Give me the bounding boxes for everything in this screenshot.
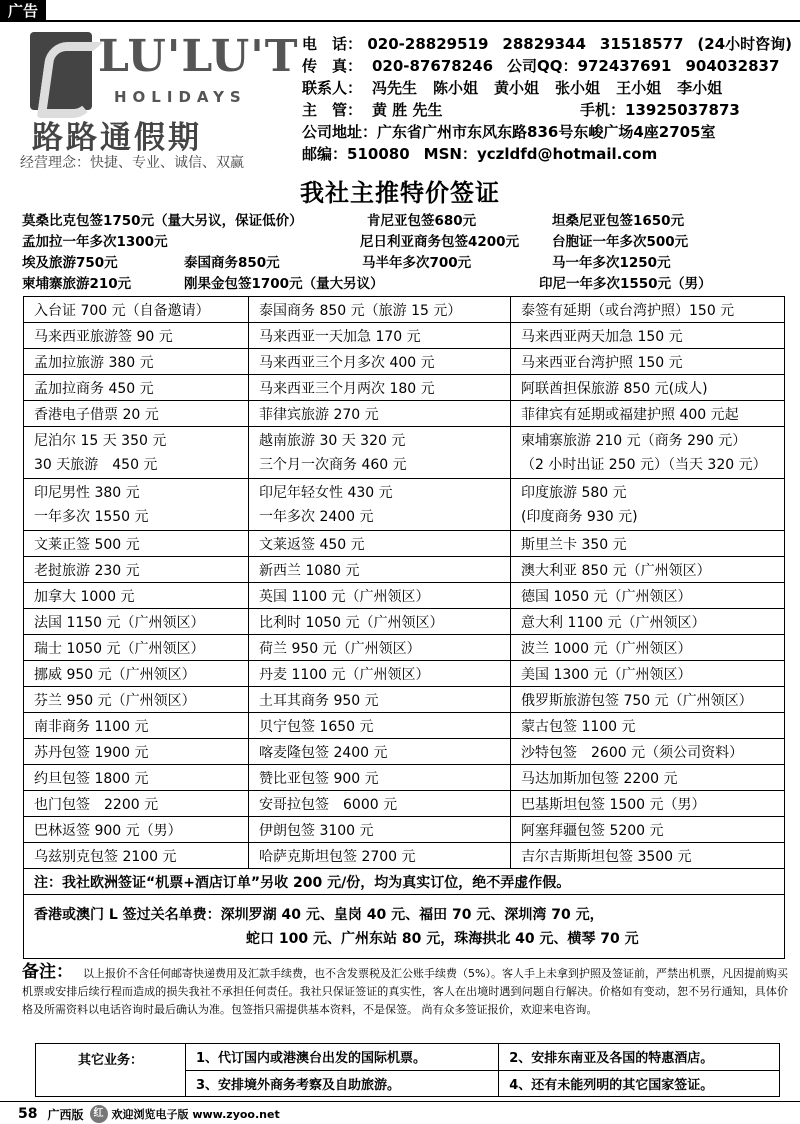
table-row bbox=[24, 687, 785, 713]
table-cell: 哈萨克斯坦包签 2700 元 bbox=[249, 843, 511, 869]
table-cell: 孟加拉商务 450 元 bbox=[24, 375, 249, 401]
contact-people-row bbox=[302, 77, 792, 99]
table-cell: 比利时 1050 元（广州领区） bbox=[249, 609, 511, 635]
table-row bbox=[24, 323, 785, 349]
mobile-label: 手机： bbox=[580, 101, 626, 119]
table-cell: 马来西亚三个月多次 400 元 bbox=[249, 349, 511, 375]
table-cell: 香港电子借票 20 元 bbox=[24, 401, 249, 427]
contact-person: 陈小姐 bbox=[433, 79, 479, 97]
table-cell bbox=[511, 427, 785, 479]
table-row bbox=[24, 843, 785, 869]
table-cell: 喀麦隆包签 2400 元 bbox=[249, 739, 511, 765]
table-cell: 新西兰 1080 元 bbox=[249, 557, 511, 583]
ad-tag: 广告 bbox=[0, 0, 46, 22]
table-cell bbox=[24, 479, 249, 531]
table-cell: 约旦包签 1800 元 bbox=[24, 765, 249, 791]
address: 广东省广州市东风东路836号东峻广场4座2705室 bbox=[377, 123, 716, 141]
table-cell: 入台证 700 元（自备邀请） bbox=[24, 297, 249, 323]
contact-tel-row bbox=[302, 33, 792, 55]
table-cell: 阿塞拜疆包签 5200 元 bbox=[511, 817, 785, 843]
table-row bbox=[24, 869, 785, 895]
contact-person: 冯先生 bbox=[372, 79, 418, 97]
table-cell: 孟加拉旅游 380 元 bbox=[24, 349, 249, 375]
table-row bbox=[24, 427, 785, 479]
other-business-item: 3、安排境外商务考察及自助旅游。 bbox=[186, 1070, 499, 1097]
feature-item: 埃及旅游750元 bbox=[22, 255, 118, 271]
cell-line: 印尼年轻女性 430 元 bbox=[259, 484, 393, 501]
contact-person: 王小姐 bbox=[616, 79, 662, 97]
tel-label: 电 话： bbox=[302, 35, 363, 53]
feature-item: 莫桑比克包签1750元（量大另议，保证低价） bbox=[22, 213, 303, 229]
other-business-item: 2、安排东南亚及各国的特惠酒店。 bbox=[499, 1044, 780, 1071]
table-cell: 加拿大 1000 元 bbox=[24, 583, 249, 609]
table-cell: 老挝旅游 230 元 bbox=[24, 557, 249, 583]
table-cell: 吉尔吉斯斯坦包签 3500 元 bbox=[511, 843, 785, 869]
company-logo bbox=[20, 30, 299, 180]
logo-chinese-name: 路路通假期 bbox=[32, 120, 202, 156]
tel-1: 020-28829519 bbox=[367, 35, 489, 53]
table-cell: 荷兰 950 元（广州领区） bbox=[249, 635, 511, 661]
top-rule bbox=[0, 20, 800, 22]
table-cell: 马来西亚旅游签 90 元 bbox=[24, 323, 249, 349]
table-cell: 菲律宾旅游 270 元 bbox=[249, 401, 511, 427]
table-cell: 德国 1050 元（广州领区） bbox=[511, 583, 785, 609]
page-footer bbox=[18, 1105, 798, 1123]
feature-item: 刚果金包签1700元（量大另议） bbox=[184, 276, 384, 292]
table-cell: 巴林返签 900 元（男） bbox=[24, 817, 249, 843]
table-row bbox=[24, 765, 785, 791]
cell-line: 印度旅游 580 元 bbox=[521, 484, 627, 501]
contact-address-row bbox=[302, 121, 792, 143]
table-cell: 贝宁包签 1650 元 bbox=[249, 713, 511, 739]
feature-item: 马半年多次700元 bbox=[362, 255, 472, 271]
table-cell: 伊朗包签 3100 元 bbox=[249, 817, 511, 843]
table-row bbox=[24, 609, 785, 635]
qq-number: 972437691 bbox=[577, 57, 672, 75]
table-cell: 瑞士 1050 元（广州领区） bbox=[24, 635, 249, 661]
cell-line: 柬埔寨旅游 210 元（商务 290 元） bbox=[521, 432, 747, 449]
tel-3: 31518577 bbox=[599, 35, 684, 53]
cell-line: 尼泊尔 15 天 350 元 bbox=[34, 432, 167, 449]
table-cell: 马来西亚三个月两次 180 元 bbox=[249, 375, 511, 401]
feature-row bbox=[22, 211, 792, 232]
manager-name: 黄 胜 先生 bbox=[372, 101, 443, 119]
table-row bbox=[24, 401, 785, 427]
cell-line: (印度商务 930 元) bbox=[521, 508, 638, 525]
table-cell: 蒙古包签 1100 元 bbox=[511, 713, 785, 739]
other-business-label: 其它业务： bbox=[36, 1044, 186, 1097]
tel-2: 28829344 bbox=[502, 35, 586, 53]
hk-fees-line: 蛇口 100 元、广州东站 80 元，珠海拱北 40 元、横琴 70 元 bbox=[246, 930, 639, 947]
mobile-number: 13925037873 bbox=[625, 101, 740, 119]
zip-label: 邮编： bbox=[302, 145, 348, 163]
people-label: 联系人： bbox=[302, 79, 363, 97]
table-cell: 苏丹包签 1900 元 bbox=[24, 739, 249, 765]
table-cell bbox=[24, 427, 249, 479]
table-cell: 阿联酋担保旅游 850 元(成人) bbox=[511, 375, 785, 401]
table-cell: 文莱正签 500 元 bbox=[24, 531, 249, 557]
other-business-item: 4、还有未能列明的其它国家签证。 bbox=[499, 1070, 780, 1097]
msn-label: MSN： bbox=[423, 145, 477, 163]
table-row bbox=[24, 375, 785, 401]
table-row bbox=[24, 791, 785, 817]
qq-label: 公司QQ： bbox=[507, 57, 578, 75]
edition: 广西版 bbox=[47, 1107, 84, 1122]
visa-price-table bbox=[23, 296, 785, 959]
table-row bbox=[24, 635, 785, 661]
table-cell: 挪威 950 元（广州领区） bbox=[24, 661, 249, 687]
fax-label: 传 真： bbox=[302, 57, 363, 75]
headline: 我社主推特价签证 bbox=[300, 179, 500, 207]
zip-code: 510080 bbox=[347, 145, 410, 163]
feature-item: 泰国商务850元 bbox=[184, 255, 280, 271]
table-cell: 波兰 1000 元（广州领区） bbox=[511, 635, 785, 661]
hk-macau-fees bbox=[24, 895, 785, 959]
table-row bbox=[24, 713, 785, 739]
table-cell: 巴基斯坦包签 1500 元（男） bbox=[511, 791, 785, 817]
contact-person: 黄小姐 bbox=[494, 79, 540, 97]
feature-item: 印尼一年多次1550元（男） bbox=[539, 276, 712, 292]
feature-item: 台胞证一年多次500元 bbox=[552, 234, 689, 250]
other-business-item: 1、代订国内或港澳台出发的国际机票。 bbox=[186, 1044, 499, 1071]
hk-fees-line: 香港或澳门 L 签过关名单费：深圳罗湖 40 元、皇岗 40 元、福田 70 元、深圳湾 70 元， bbox=[34, 906, 604, 923]
feature-item: 肯尼亚包签680元 bbox=[367, 213, 477, 229]
featured-offers bbox=[22, 211, 792, 295]
contact-person: 张小姐 bbox=[555, 79, 601, 97]
table-cell: 意大利 1100 元（广州领区） bbox=[511, 609, 785, 635]
contact-block bbox=[302, 33, 792, 165]
table-cell bbox=[511, 479, 785, 531]
table-row bbox=[24, 583, 785, 609]
contact-manager-row bbox=[302, 99, 792, 121]
manager-label: 主 管： bbox=[302, 101, 363, 119]
table-row bbox=[24, 349, 785, 375]
table-cell: 泰签有延期（或台湾护照）150 元 bbox=[511, 297, 785, 323]
feature-row bbox=[22, 274, 792, 295]
table-cell: 英国 1100 元（广州领区） bbox=[249, 583, 511, 609]
feature-item: 马一年多次1250元 bbox=[552, 255, 671, 271]
table-cell: 法国 1150 元（广州领区） bbox=[24, 609, 249, 635]
address-label: 公司地址： bbox=[302, 123, 378, 141]
fax-number: 020-87678246 bbox=[372, 57, 494, 75]
table-row bbox=[24, 479, 785, 531]
table-cell: 安哥拉包签 6000 元 bbox=[249, 791, 511, 817]
logo-motto: 经营理念：快捷、专业、诚信、双赢 bbox=[20, 155, 244, 171]
table-cell bbox=[249, 479, 511, 531]
feature-item: 柬埔寨旅游210元 bbox=[22, 276, 132, 292]
europe-visa-note: 注：我社欧洲签证“机票+酒店订单”另收 200 元/份，均为真实订位，绝不弄虚作假。 bbox=[24, 869, 785, 895]
table-cell: 澳大利亚 850 元（广州领区） bbox=[511, 557, 785, 583]
table-cell: 美国 1300 元（广州领区） bbox=[511, 661, 785, 687]
remarks-text: 以上报价不含任何邮寄快递费用及汇款手续费，也不含发票税及汇公账手续费（5%）。客人手上未拿到护照及签证前，严禁出机票，凡因提前购买机票或安排后续行程而造成的损失我社不承担任何责任。我社只保证签证的真实性，客人在出境时遇到问题自行解决。价格如有变动，恕不另行通知，具体价格及所需资料以电话咨询时最后确认为准。包签指只需提供基本资料，不是保签。 尚有众多签证报价，欢迎来电咨询。 bbox=[22, 967, 789, 1016]
table-cell: 芬兰 950 元（广州领区） bbox=[24, 687, 249, 713]
table-cell: 赞比亚包签 900 元 bbox=[249, 765, 511, 791]
logo-sub: HOLIDAYS bbox=[114, 88, 247, 106]
qq-number-2: 904032837 bbox=[685, 57, 780, 75]
table-cell: 泰国商务 850 元（旅游 15 元） bbox=[249, 297, 511, 323]
contact-person: 李小姐 bbox=[677, 79, 723, 97]
feature-item: 尼日利亚商务包签4200元 bbox=[360, 234, 520, 250]
table-row bbox=[24, 739, 785, 765]
feature-item: 坦桑尼亚包签1650元 bbox=[552, 213, 685, 229]
feature-item: 孟加拉一年多次1300元 bbox=[22, 234, 168, 250]
other-business-table bbox=[35, 1043, 780, 1097]
cell-line: 一年多次 2400 元 bbox=[259, 508, 374, 525]
table-cell: 沙特包签 2600 元（须公司资料） bbox=[511, 739, 785, 765]
table-cell: 丹麦 1100 元（广州领区） bbox=[249, 661, 511, 687]
table-cell: 文莱返签 450 元 bbox=[249, 531, 511, 557]
table-row bbox=[24, 557, 785, 583]
remarks-title: 备注： bbox=[22, 962, 74, 982]
publication-badge-icon: 红 bbox=[90, 1105, 108, 1123]
logo-brand: LU'LU'T bbox=[98, 31, 299, 82]
table-row bbox=[24, 817, 785, 843]
footer-rule bbox=[0, 1101, 800, 1102]
table-cell: 马达加斯加包签 2200 元 bbox=[511, 765, 785, 791]
logo-mark-icon bbox=[30, 32, 92, 110]
contact-zip-row bbox=[302, 143, 792, 165]
website-link[interactable]: 欢迎浏览电子版 www.zyoo.net bbox=[111, 1108, 280, 1121]
table-cell: 土耳其商务 950 元 bbox=[249, 687, 511, 713]
feature-row bbox=[22, 232, 792, 253]
cell-line: 印尼男性 380 元 bbox=[34, 484, 140, 501]
contact-fax-row bbox=[302, 55, 792, 77]
tel-note: (24小时咨询) bbox=[697, 35, 792, 53]
table-cell: 南非商务 1100 元 bbox=[24, 713, 249, 739]
cell-line: 一年多次 1550 元 bbox=[34, 508, 149, 525]
table-cell: 斯里兰卡 350 元 bbox=[511, 531, 785, 557]
table-cell bbox=[249, 427, 511, 479]
table-row bbox=[24, 297, 785, 323]
table-cell: 马来西亚两天加急 150 元 bbox=[511, 323, 785, 349]
table-cell: 马来西亚一天加急 170 元 bbox=[249, 323, 511, 349]
msn-address: yczldfd@hotmail.com bbox=[476, 145, 658, 163]
cell-line: （2 小时出证 250 元）（当天 320 元） bbox=[521, 456, 767, 473]
table-cell: 马来西亚台湾护照 150 元 bbox=[511, 349, 785, 375]
table-cell: 俄罗斯旅游包签 750 元（广州领区） bbox=[511, 687, 785, 713]
cell-line: 30 天旅游 450 元 bbox=[34, 456, 158, 473]
table-row bbox=[24, 531, 785, 557]
table-cell: 也门包签 2200 元 bbox=[24, 791, 249, 817]
remarks bbox=[22, 963, 788, 1019]
feature-row bbox=[22, 253, 792, 274]
table-row bbox=[36, 1044, 780, 1071]
page-number: 58 bbox=[18, 1106, 38, 1122]
table-cell: 菲律宾有延期或福建护照 400 元起 bbox=[511, 401, 785, 427]
cell-line: 三个月一次商务 460 元 bbox=[259, 456, 407, 473]
cell-line: 越南旅游 30 天 320 元 bbox=[259, 432, 406, 449]
table-row bbox=[24, 895, 785, 959]
table-cell: 乌兹别克包签 2100 元 bbox=[24, 843, 249, 869]
table-row bbox=[24, 661, 785, 687]
